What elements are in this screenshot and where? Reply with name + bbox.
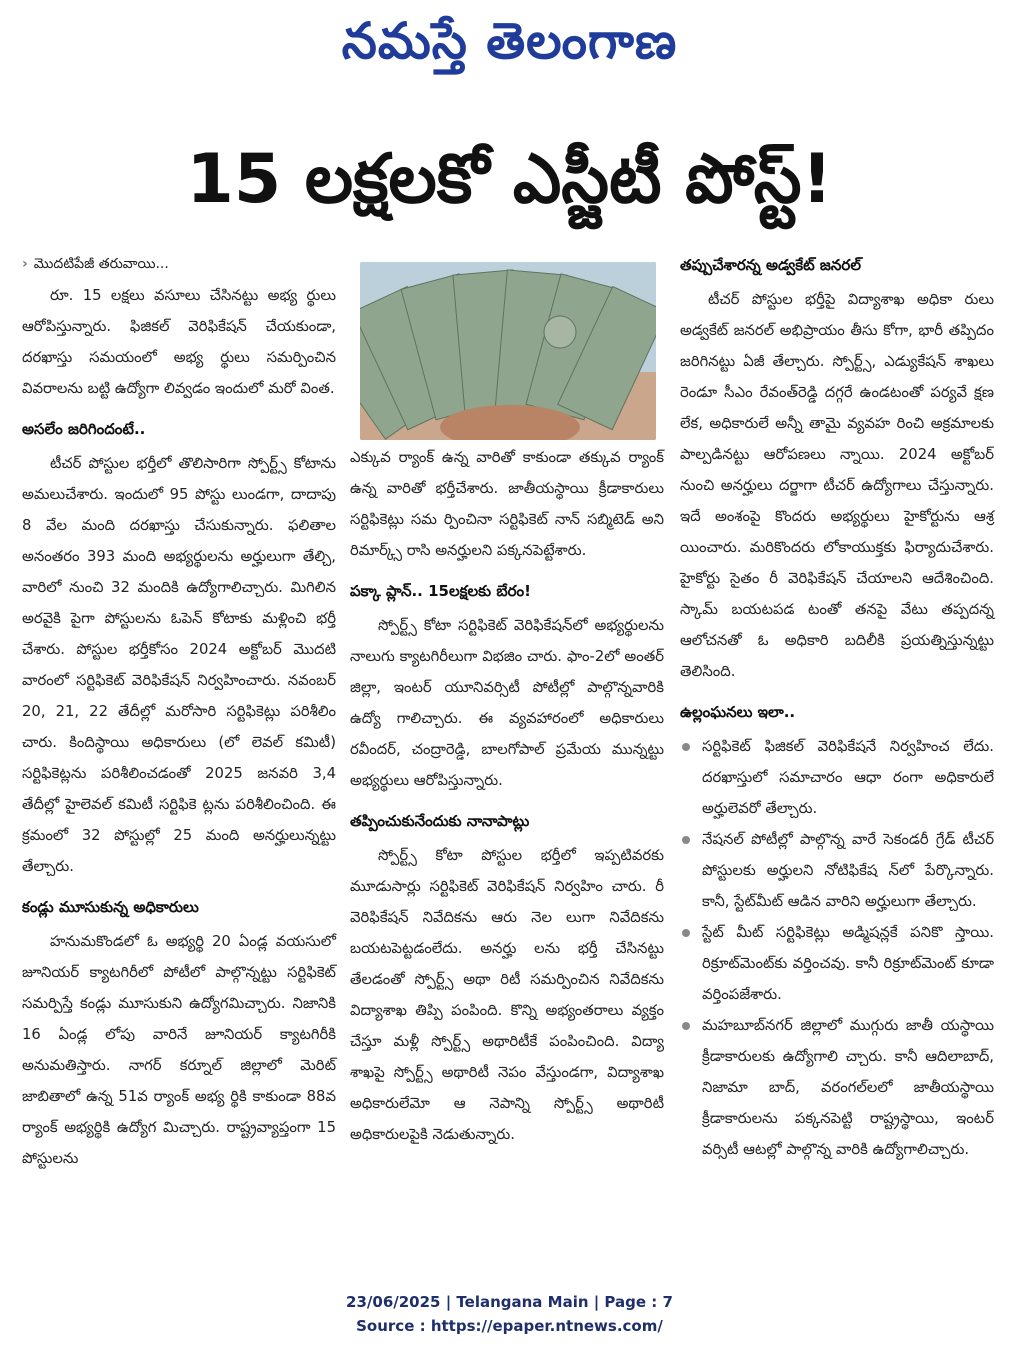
chevron-right-icon: › bbox=[22, 256, 28, 272]
subheading: తప్పించుకునేందుకు నానాపాట్లు bbox=[350, 812, 530, 830]
paragraph: టీచర్ పోస్టుల భర్తీలో తొలిసారిగా స్పోర్ట్స్ కోటాను అమలుచేశారు. ఇందులో 95 పోస్టు లుండగా, దాదాపు 8 వేల మంది దరఖాస్తు చేసుకున్నారు. ఫలితాల అనంతరం 393 మంది అభ్యర్థులను అర్హులుగా తేల్చి, వారిలో నుంచి 32 మందికి ఉద్యోగాలిచ్చారు. మిగిలిన అరవైకి పైగా పోస్టులను ఓపెన్ కోటాకు మళ్లించి భర్తీ చేశారు. పోస్టుల భర్తీకోసం 2024 అక్టోబర్ మొదటి వారంలో సర్టిఫికెట్ వెరిఫికేషన్ నిర్వహించారు. నవంబర్ 20, 21, 22 తేదీల్లో మరోసారి సర్టిఫికెట్లు పరిశీలిం చారు. కిందిస్థాయి అధికారులు (లో లెవల్ కమిటీ) సర్టిఫికెట్లను పరిశీలించడంతో 2025 జనవరి 3,4 తేదీల్లో హైలెవల్ కమిటీ సర్టిఫికె ట్లను పరిశీలించింది. ఈ క్రమంలో 32 పోస్టుల్లో 25 మంది అనర్హులున్నట్టు తేల్చారు. bbox=[22, 455, 336, 875]
column-1 bbox=[22, 250, 336, 1174]
currency-notes-illustration bbox=[360, 262, 656, 440]
currency-photo bbox=[360, 262, 656, 440]
bullet-icon bbox=[682, 1022, 690, 1030]
subheading: తప్పుచేశారన్న అడ్వకేట్ జనరల్ bbox=[680, 256, 861, 274]
masthead: నమస్తే తెలంగాణ bbox=[341, 11, 678, 70]
kicker-text: మొదటిపేజీ తరువాయి... bbox=[33, 256, 169, 272]
subheading: ఉల్లంఘనలు ఇలా.. bbox=[680, 703, 796, 721]
paragraph: రూ. 15 లక్షలు వసూలు చేసినట్టు అభ్య ర్థులు ఆరోపిస్తున్నారు. ఫిజికల్ వెరిఫికేషన్ చేయకుండా, దరఖాస్తు సమయంలో అభ్య ర్థులు సమర్పించిన వివరాలను బట్టి ఉద్యోగా లివ్వడం ఇందులో మరో వింత. bbox=[22, 287, 336, 397]
violations-list bbox=[680, 731, 994, 1165]
page-footer bbox=[0, 1290, 1019, 1338]
column-2 bbox=[350, 442, 664, 1150]
bullet-icon bbox=[682, 836, 690, 844]
headline: 15 లక్షలకో ఎస్జీటీ పోస్ట్! bbox=[186, 140, 833, 219]
footer-source-link[interactable]: Source : https://epaper.ntnews.com/ bbox=[356, 1317, 663, 1335]
paragraph: స్పోర్ట్స్ కోటా సర్టిఫికెట్ వెరిఫికేషన్‌లో అభ్యర్థులను నాలుగు క్యాటగిరీలుగా విభజిం చారు. ఫాం-2లో అంతర్ జిల్లా, ఇంటర్ యూనివర్సిటీ పోటీల్లో పాల్గొన్నవారికి ఉద్యో గాలిచ్చారు. ఈ వ్యవహారంలో అధికారులు రవీందర్, చంద్రారెడ్డి, బాలగోపాల్ ప్రమేయ మున్నట్టు అభ్యర్థులు ఆరోపిస్తున్నారు. bbox=[350, 617, 664, 789]
column-3 bbox=[680, 250, 994, 1165]
list-item: స్టేట్ మీట్ సర్టిఫికెట్లు అడ్మిషన్లకే పనికొ స్తాయి. రిక్రూట్‌మెంట్‌కు వర్తించవు. కానీ రిక్రూట్‌మెంట్ కూడా వర్తింపజేశారు. bbox=[680, 917, 994, 1010]
paragraph: టీచర్ పోస్టుల భర్తీపై విద్యాశాఖ అధికా రులు అడ్వకేట్ జనరల్ అభిప్రాయం తీసు కోగా, భారీ తప్పిదం జరిగినట్టు ఏజీ తేల్చారు. స్పోర్ట్స్, ఎడ్యుకేషన్ శాఖలు రెండూ సీఎం రేవంత్‌రెడ్డి దగ్గరే ఉండటంతో పర్యవే క్షణ లేక, అధికారులే అన్నీ తామై వ్యవహ రించి అక్రమాలకు పాల్పడినట్టు ఆరోపణలు న్నాయి. 2024 అక్టోబర్ నుంచి అనర్హులు దర్జాగా టీచర్ ఉద్యోగాలు చేస్తున్నారు. ఇదే అంశంపై కొందరు అభ్యర్థులు హైకోర్టును ఆశ్ర యించారు. మరికొందరు లోకాయుక్తకు ఫిర్యాదుచేశారు. హైకోర్టు సైతం రీ వెరిఫికేషన్ చేయాలని ఆదేశించింది. స్కామ్ బయటపడ టంతో తనపై వేటు తప్పదన్న ఆలోచనతో ఓ అధికారి బదిలీకి ప్రయత్నిస్తున్నట్టు తెలిసింది. bbox=[680, 291, 994, 680]
paragraph: స్పోర్ట్స్ కోటా పోస్టుల భర్తీలో ఇప్పటివరకు మూడుసార్లు సర్టిఫికెట్ వెరిఫికేషన్ నిర్వహిం చారు. రీ వెరిఫికేషన్ నివేదికను ఆరు నెల లుగా నివేదికను బయటపెట్టడంలేదు. అనర్హు లను భర్తీ చేసినట్టు తేలడంతో స్పోర్ట్స్ అథా రిటీ సమర్పించిన నివేదికను విద్యాశాఖ తిప్పి పంపింది. కొన్ని అభ్యంతరాలు వ్యక్తం చేస్తూ మళ్లీ స్పోర్ట్స్ అథారిటీకే పంపించింది. విద్యా శాఖపై స్పోర్ట్స్ అథారిటీ నెపం వేస్తుండగా, విద్యాశాఖ అధికారులేమో ఆ నెపాన్ని స్పోర్ట్స్ అథారిటీ అధికారులపైకి నెడుతున్నారు. bbox=[350, 847, 664, 1143]
footer-date-page: 23/06/2025 | Telangana Main | Page : 7 bbox=[346, 1293, 673, 1311]
bullet-icon bbox=[682, 743, 690, 751]
subheading: కండ్లు మూసుకున్న అధికారులు bbox=[22, 898, 199, 916]
paragraph: హనుమకొండలో ఓ అభ్యర్థి 20 ఏండ్ల వయసులో జూనియర్ క్యాటగిరీలో పోటీలో పాల్గొన్నట్టు సర్టిఫికెట్ సమర్పిస్తే కండ్లు మూసుకుని ఉద్యోగమిచ్చారు. నిజానికి 16 ఏండ్ల లోపు వారినే జూనియర్ క్యాటగిరీకి అనుమతిస్తారు. నాగర్ కర్నూల్ జిల్లాలో మెరిట్ జాబితాలో ఉన్న 51వ ర్యాంక్ అభ్య ర్థికి కాకుండా 88వ ర్యాంక్ అభ్యర్థికి ఉద్యోగ మిచ్చారు. రాష్ట్రవ్యాప్తంగా 15 పోస్టులను bbox=[22, 933, 336, 1167]
list-item: మహబూబ్‌నగర్ జిల్లాలో ముగ్గురు జాతీ యస్థాయి క్రీడాకారులకు ఉద్యోగాలి చ్చారు. కానీ ఆదిలాబాద్, నిజామా బాద్, వరంగల్‌లలో జాతీయస్థాయి క్రీడాకారులను పక్కనపెట్టి రాష్ట్రస్థాయి, ఇంటర్ వర్సిటీ ఆటల్లో పాల్గొన్న వారికి ఉద్యోగాలిచ్చారు. bbox=[680, 1010, 994, 1165]
continuation-kicker bbox=[22, 250, 336, 278]
subheading: పక్కా ప్లాన్.. 15లక్షలకు బేరం! bbox=[350, 582, 531, 600]
paragraph: ఎక్కువ ర్యాంక్ ఉన్న వారితో కాకుండా తక్కువ ర్యాంక్ ఉన్న వారితో భర్తీచేశారు. జాతీయస్థాయి క్రీడాకారులు సర్టిఫికెట్లు సమ ర్పించినా సర్టిఫికెట్ నాన్ సబ్మిటెడ్ అని రిమార్క్స్ రాసి అనర్హులని పక్కనపెట్టేశారు. bbox=[350, 449, 664, 559]
subheading: అసలేం జరిగిందంటే.. bbox=[22, 420, 146, 438]
list-item: నేషనల్ పోటీల్లో పాల్గొన్న వారే సెకండరీ గ్రేడ్ టీచర్ పోస్టులకు అర్హులని నోటిఫికేష న్‌లో పేర్కొన్నారు. కానీ, స్టేట్‌మీట్ ఆడిన వారిని అర్హులుగా తేల్చారు. bbox=[680, 824, 994, 917]
bullet-icon bbox=[682, 929, 690, 937]
list-item: సర్టిఫికెట్ ఫిజికల్ వెరిఫికేషనే నిర్వహించ లేదు. దరఖాస్తులో సమాచారం ఆధా రంగా అధికారులే అర్హులెవరో తేల్చారు. bbox=[680, 731, 994, 824]
